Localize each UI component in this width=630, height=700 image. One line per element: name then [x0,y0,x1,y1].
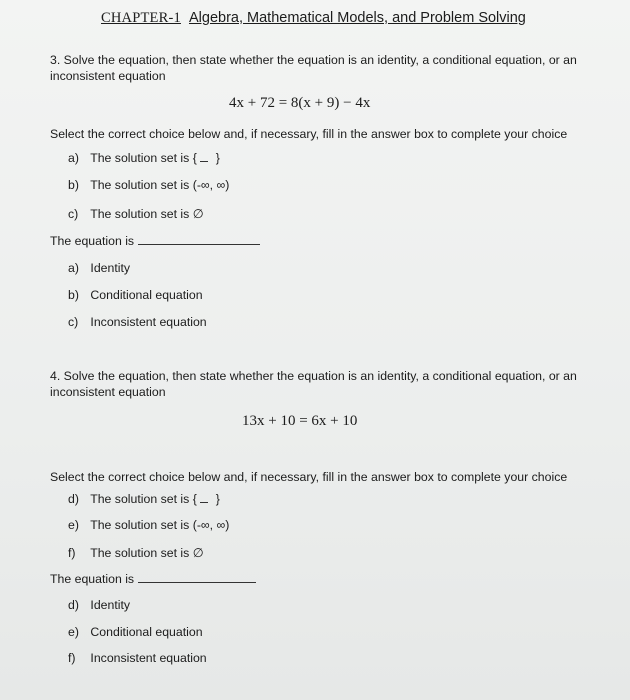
q3-type-option[interactable] [68,261,130,275]
page-title [101,10,526,27]
option-brace: } [215,492,220,506]
option-letter: f) [68,651,76,665]
option-text: Inconsistent equation [90,315,207,329]
q4-equation: 13x + 10 = 6x + 10 [242,413,358,429]
option-text: Conditional equation [90,625,203,639]
option-text: Identity [90,598,131,612]
option-text: Inconsistent equation [90,651,207,665]
option-brace: } [215,151,220,165]
q4-equation-is [50,572,256,586]
q3-solution-option[interactable] [68,151,220,165]
q4-type-option[interactable] [68,625,203,639]
option-text: The solution set is (-∞, ∞) [90,178,230,192]
option-text: The solution set is ∅ [90,546,204,560]
option-letter: d) [68,492,79,506]
option-letter: d) [68,598,79,612]
option-text: The solution set is { [90,492,197,506]
equation-type-answer-box[interactable] [138,572,256,583]
q3-equation: 4x + 72 = 8(x + 9) − 4x [229,95,371,111]
equation-is-label: The equation is [50,234,135,248]
q3-solution-option[interactable] [68,178,229,192]
option-text: The solution set is ∅ [90,207,204,221]
q3-instruction: Select the correct choice below and, if necessary, fill in the answer box to complete your choice [50,127,568,141]
option-letter: c) [68,315,79,329]
option-text: The solution set is (-∞, ∞) [90,518,230,532]
option-letter: a) [68,261,79,275]
q4-type-option[interactable] [68,598,130,612]
q3-equation-is [50,234,260,248]
chapter-subtitle: Algebra, Mathematical Models, and Problem Solving [188,10,526,26]
q4-solution-option[interactable] [68,518,229,532]
chapter-label: CHAPTER-1 [101,10,181,26]
option-text: The solution set is { [90,151,197,165]
equation-type-answer-box[interactable] [138,234,260,245]
option-letter: f) [68,546,76,560]
solution-set-answer-box[interactable] [200,151,208,162]
q4-solution-option[interactable] [68,492,220,506]
q3-type-option[interactable] [68,288,203,302]
q3-solution-option[interactable] [68,207,203,221]
option-letter: b) [68,178,79,192]
option-letter: a) [68,151,79,165]
equation-is-label: The equation is [50,572,135,586]
q3-prompt: 3. Solve the equation, then state whether the equation is an identity, a conditional equation, or an inconsistent equation [50,53,577,83]
option-letter: e) [68,518,79,532]
q3-type-option[interactable] [68,315,207,329]
solution-set-answer-box[interactable] [200,492,208,503]
option-text: Identity [90,261,131,275]
option-letter: c) [68,207,79,221]
q4-prompt: 4. Solve the equation, then state whether the equation is an identity, a conditional equation, or an inconsistent equation [50,369,577,399]
q4-type-option[interactable] [68,651,207,665]
option-letter: e) [68,625,79,639]
q4-solution-option[interactable] [68,546,203,560]
q4-instruction: Select the correct choice below and, if necessary, fill in the answer box to complete your choice [50,470,568,484]
option-letter: b) [68,288,79,302]
option-text: Conditional equation [90,288,203,302]
